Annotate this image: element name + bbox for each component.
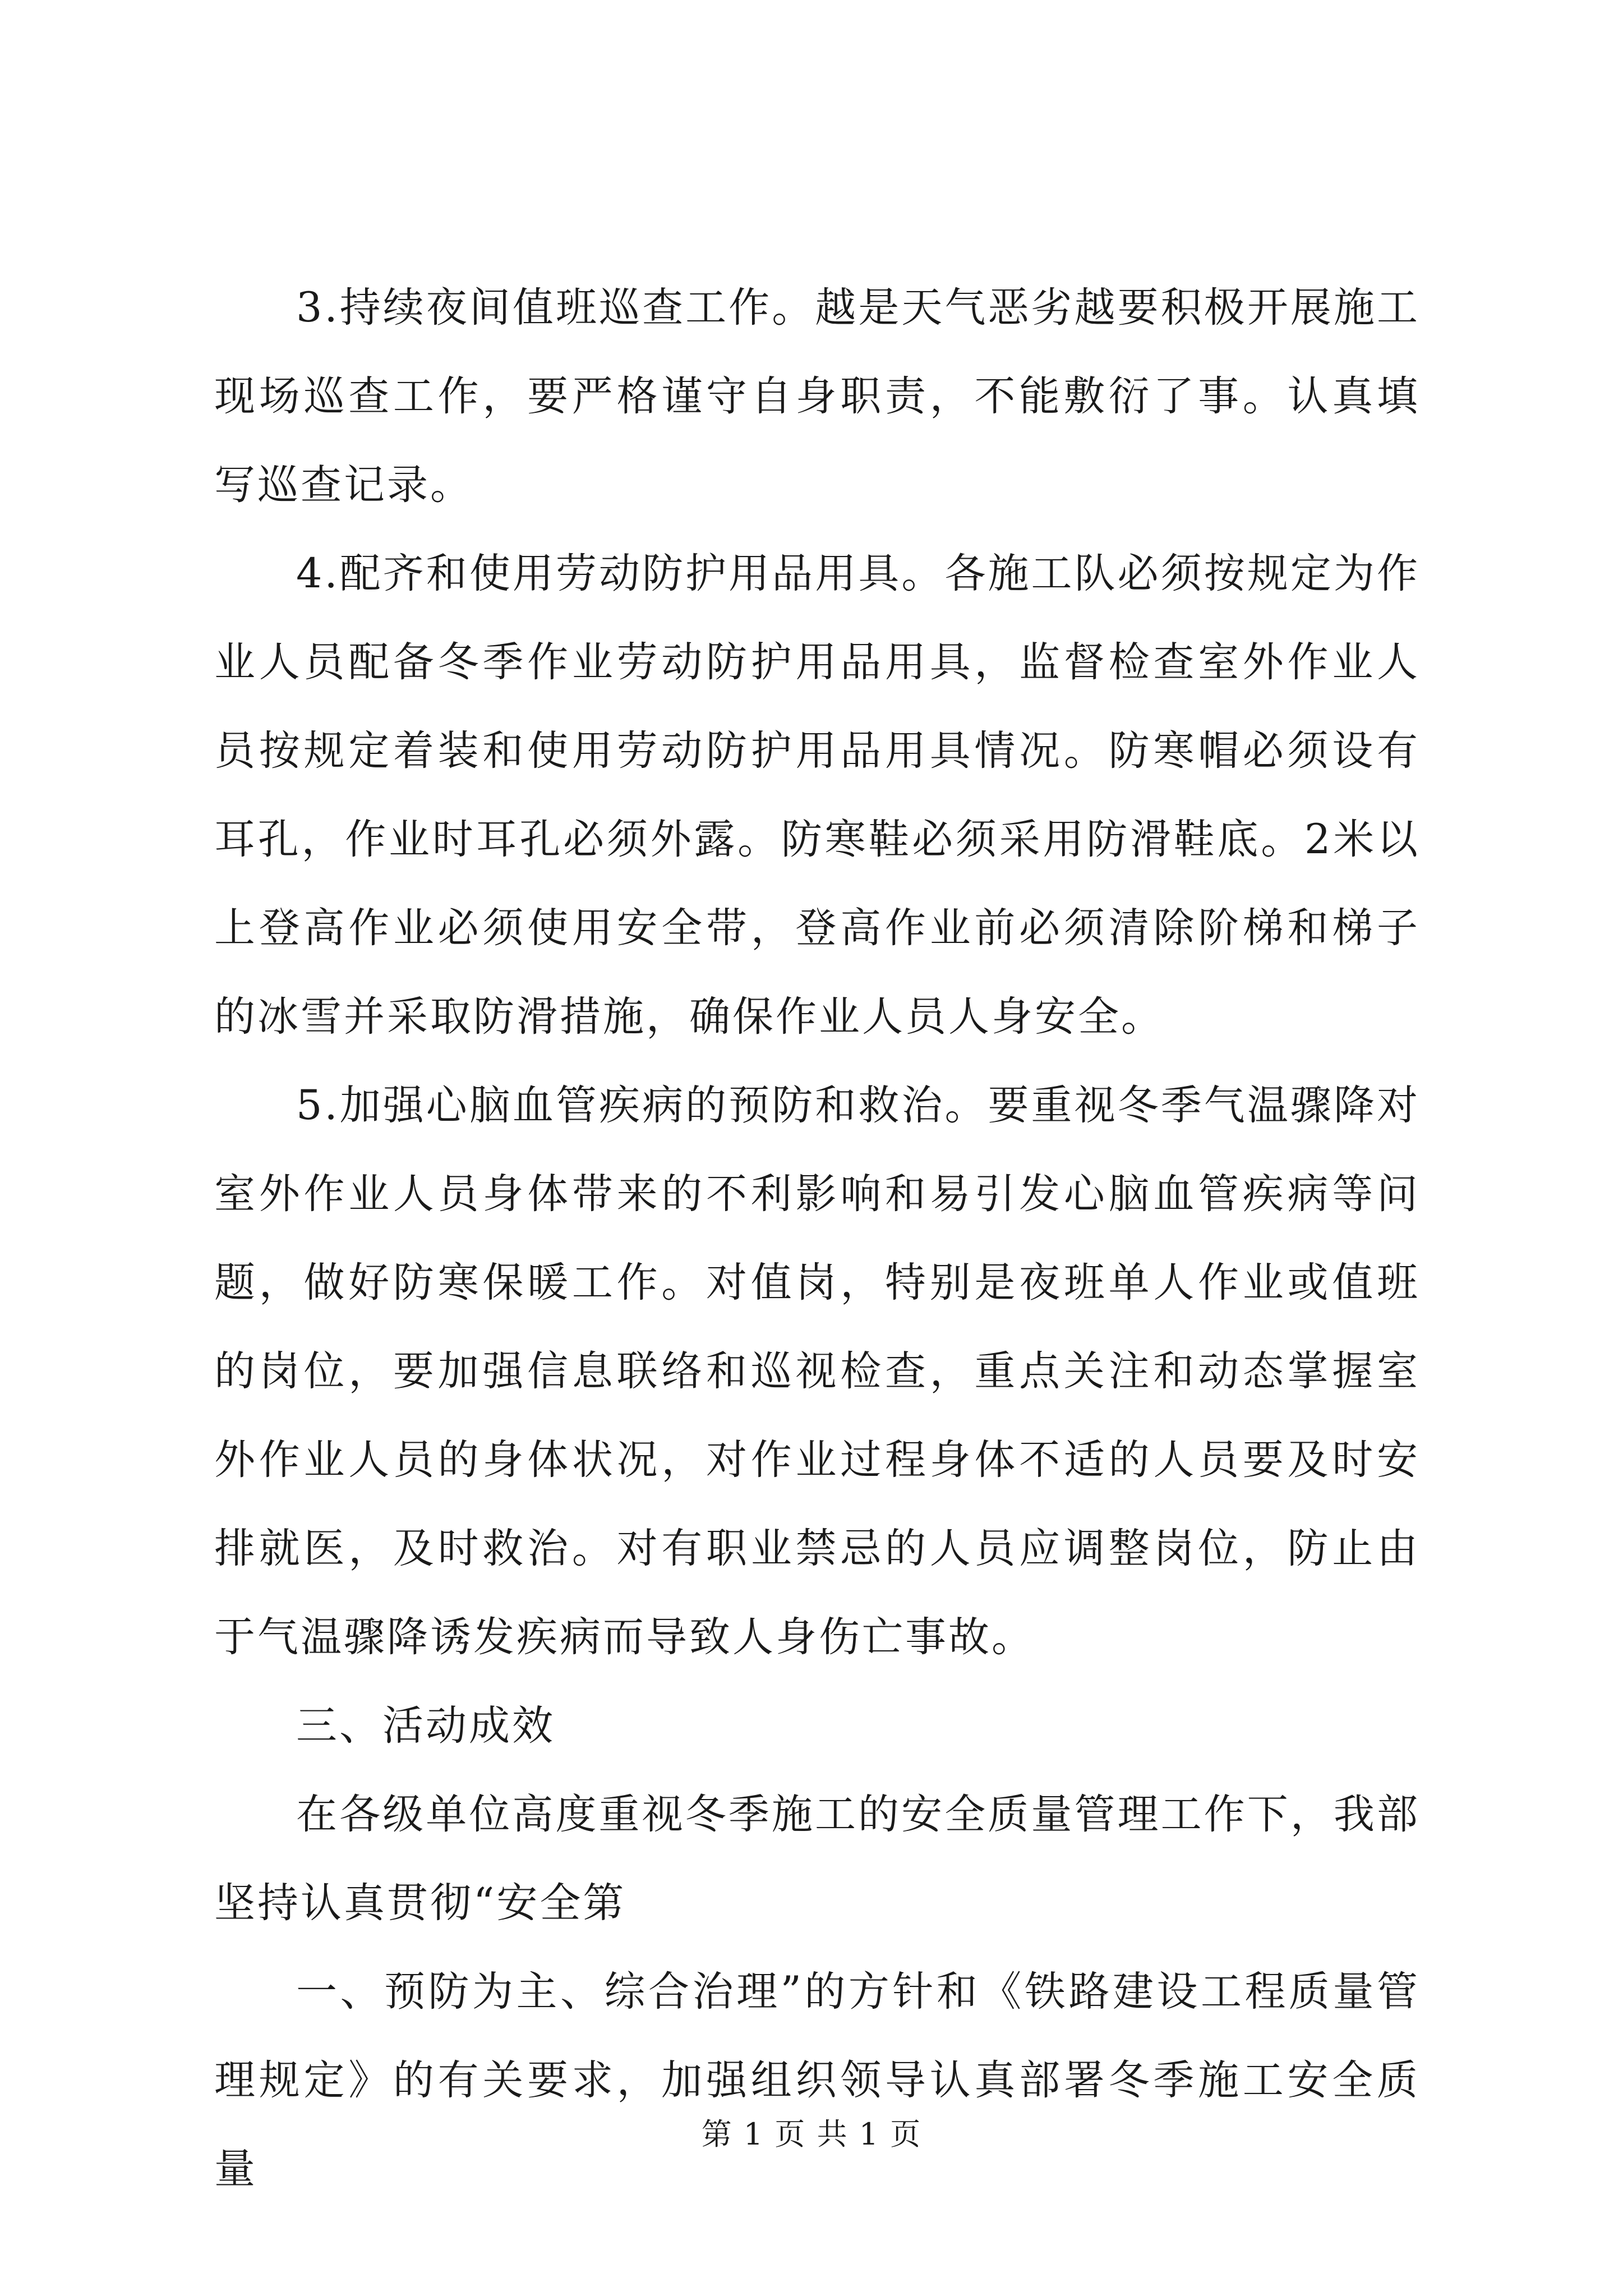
document-body — [214, 264, 1420, 2214]
paragraph-results-continued: 一、预防为主、综合治理”的方针和《铁路建设工程质量管理规定》的有关要求，加强组织领导认真部署冬季施工安全质量 — [214, 1968, 1420, 2193]
paragraph-item-5: 5.加强心脑血管疾病的预防和救治。要重视冬季气温骤降对室外作业人员身体带来的不利影响和易引发心脑血管疾病等问题，做好防寒保暖工作。对值岗，特别是夜班单人作业或值班的岗位，要加强信息联络和巡视检查，重点关注和动态掌握室外作业人员的身体状况，对作业过程身体不适的人员要及时安排就医，及时救治。对有职业禁忌的人员应调整岗位，防止由于气温骤降诱发疾病而导致人身伤亡事故。 — [214, 1082, 1420, 1661]
paragraph-item-4: 4.配齐和使用劳动防护用品用具。各施工队必须按规定为作业人员配备冬季作业劳动防护用品用具，监督检查室外作业人员按规定着装和使用劳动防护用品用具情况。防寒帽必须设有耳孔，作业时耳孔必须外露。防寒鞋必须采用防滑鞋底。2米以上登高作业必须使用安全带，登高作业前必须清除阶梯和梯子的冰雪并采取防滑措施，确保作业人员人身安全。 — [214, 550, 1420, 1041]
paragraph-item-3: 3.持续夜间值班巡查工作。越是天气恶劣越要积极开展施工现场巡查工作，要严格谨守自身职责，不能敷衍了事。认真填写巡查记录。 — [214, 284, 1420, 509]
section-heading: 三、活动成效 — [296, 1702, 555, 1750]
page-number-footer: 第 1 页 共 1 页 — [701, 2116, 922, 2152]
paragraph-results: 在各级单位高度重视冬季施工的安全质量管理工作下，我部坚持认真贯彻“安全第 — [214, 1791, 1420, 1927]
